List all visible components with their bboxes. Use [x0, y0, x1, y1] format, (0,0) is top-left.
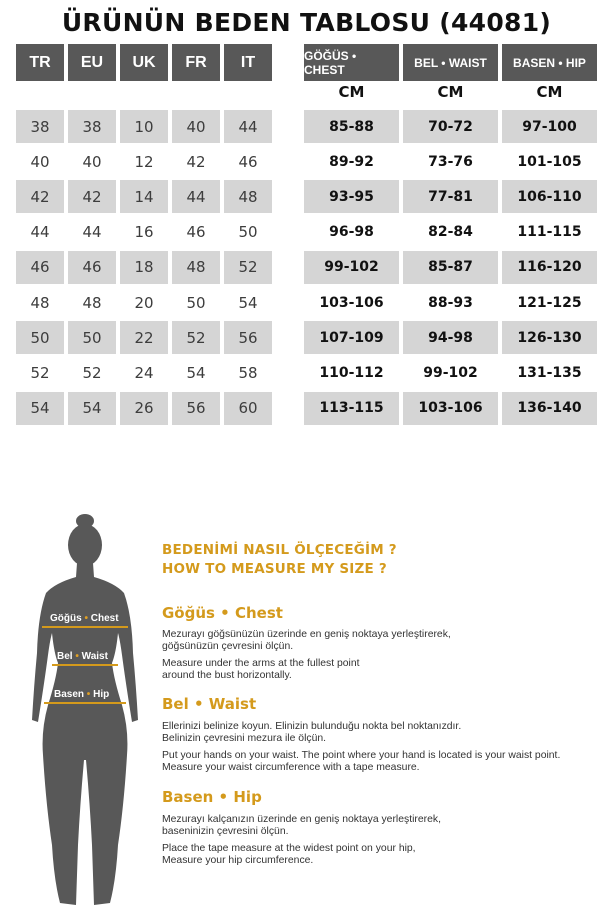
measure-header: BEL • WAIST [403, 44, 498, 81]
text-line: baseninizin çevresini ölçün. [162, 826, 289, 837]
hip-text-tr [162, 814, 602, 838]
measure-cell: 126-130 [502, 321, 597, 354]
size-cell: 56 [224, 321, 272, 354]
measure-cell: 121-125 [517, 294, 582, 311]
hip-text-en [162, 843, 602, 867]
measure-cell: 101-105 [517, 153, 582, 170]
chest-text-en [162, 658, 602, 682]
measure-cell: 113-115 [304, 392, 399, 425]
size-cell: 14 [120, 180, 168, 213]
measure-cell: 106-110 [502, 180, 597, 213]
size-cell: 16 [134, 223, 154, 242]
size-cell: 48 [224, 180, 272, 213]
text-line: Ellerinizi belinize koyun. Elinizin bulunduğu nokta bel noktanızdır. [162, 721, 462, 732]
size-cell: 50 [186, 293, 206, 312]
size-cell: 40 [82, 152, 102, 171]
measure-cell: 96-98 [329, 224, 374, 241]
text-line: Measure your waist circumference with a tape measure. [162, 762, 420, 773]
measure-cell: 85-88 [304, 110, 399, 143]
figure-label-waist-tr: Bel [57, 651, 73, 662]
measure-cell: 116-120 [502, 251, 597, 284]
size-header-tr: TR [16, 44, 64, 81]
text-line: Measure under the arms at the fullest point [162, 658, 360, 669]
figure-label-waist [57, 651, 108, 662]
size-cell: 24 [134, 363, 154, 382]
hip-section-title: Basen • Hip [162, 788, 262, 806]
size-header-eu: EU [68, 44, 116, 81]
size-cell: 40 [172, 110, 220, 143]
waist-text-en [162, 750, 602, 774]
size-cell: 48 [30, 293, 50, 312]
size-cell: 26 [120, 392, 168, 425]
size-cell: 44 [172, 180, 220, 213]
size-cell: 50 [68, 321, 116, 354]
hip-measure-line [44, 702, 126, 704]
size-header-fr: FR [172, 44, 220, 81]
measure-cell: 110-112 [319, 364, 384, 381]
measure-cell: 88-93 [428, 294, 473, 311]
size-header-uk: UK [120, 44, 168, 81]
measure-cell: 111-115 [517, 224, 582, 241]
text-line: Place the tape measure at the widest point on your hip, [162, 843, 416, 854]
measure-header: BASEN • HIP [502, 44, 597, 81]
measure-cell: 82-84 [428, 224, 473, 241]
size-cell: 46 [16, 251, 64, 284]
head [68, 524, 102, 566]
measure-cell: 97-100 [502, 110, 597, 143]
text-line: around the bust horizontally. [162, 670, 292, 681]
measure-cell: 70-72 [403, 110, 498, 143]
size-cell: 54 [16, 392, 64, 425]
size-cell: 42 [16, 180, 64, 213]
chest-section-title: Göğüs • Chest [162, 604, 283, 622]
size-cell: 48 [82, 293, 102, 312]
measure-cell: 93-95 [304, 180, 399, 213]
size-cell: 38 [68, 110, 116, 143]
measure-cell: 131-135 [517, 364, 582, 381]
size-cell: 58 [238, 363, 258, 382]
measure-cell: 73-76 [428, 153, 473, 170]
waist-text-tr [162, 721, 602, 745]
chest-text-tr [162, 629, 602, 653]
size-cell: 52 [224, 251, 272, 284]
figure-label-chest-tr: Göğüs [50, 613, 82, 624]
text-line: Mezurayı kalçanızın üzerinde en geniş noktaya yerleştirerek, [162, 814, 441, 825]
measure-cell: 85-87 [403, 251, 498, 284]
size-cell: 50 [238, 223, 258, 242]
text-line: Put your hands on your waist. The point where your hand is located is your waist point. [162, 750, 561, 761]
figure-label-chest [50, 613, 119, 624]
size-cell: 40 [30, 152, 50, 171]
size-cell: 46 [186, 223, 206, 242]
size-cell: 42 [186, 152, 206, 171]
separator-dot: • [84, 613, 88, 624]
size-cell: 20 [134, 293, 154, 312]
measure-cell: 99-102 [304, 251, 399, 284]
unit-label: CM [437, 83, 464, 101]
size-cell: 44 [224, 110, 272, 143]
size-cell: 54 [68, 392, 116, 425]
size-cell: 46 [68, 251, 116, 284]
size-cell: 48 [172, 251, 220, 284]
figure-label-hip-tr: Basen [54, 689, 85, 700]
guide-heading-tr: BEDENİMİ NASIL ÖLÇECEĞİM ? [162, 542, 397, 558]
chest-measure-line [42, 626, 128, 628]
text-line: göğsünüzün çevresini ölçün. [162, 641, 294, 652]
size-cell: 60 [224, 392, 272, 425]
size-cell: 52 [82, 363, 102, 382]
size-cell: 44 [30, 223, 50, 242]
size-header-it: IT [224, 44, 272, 81]
body-silhouette [20, 505, 150, 915]
separator-dot: • [86, 689, 91, 700]
size-cell: 50 [16, 321, 64, 354]
text-line: Measure your hip circumference. [162, 855, 314, 866]
measure-cell: 103-106 [319, 294, 384, 311]
figure-label-hip [54, 689, 109, 700]
waist-measure-line [52, 664, 118, 666]
size-cell: 54 [238, 293, 258, 312]
size-cell: 18 [120, 251, 168, 284]
unit-label: CM [338, 83, 365, 101]
text-line: Belinizin çevresini mezura ile ölçün. [162, 733, 327, 744]
unit-label: CM [536, 83, 563, 101]
measure-cell: 77-81 [403, 180, 498, 213]
measure-cell: 107-109 [304, 321, 399, 354]
measure-cell: 99-102 [423, 364, 478, 381]
size-cell: 42 [68, 180, 116, 213]
size-cell: 10 [120, 110, 168, 143]
separator-dot: • [75, 651, 79, 662]
size-cell: 12 [134, 152, 154, 171]
measure-cell: 94-98 [403, 321, 498, 354]
size-cell: 44 [82, 223, 102, 242]
measure-header: GÖĞÜS • CHEST [304, 44, 399, 81]
text-line: Mezurayı göğsünüzün üzerinde en geniş noktaya yerleştirerek, [162, 629, 451, 640]
size-cell: 56 [172, 392, 220, 425]
figure-label-chest-en: Chest [90, 613, 119, 624]
size-cell: 38 [16, 110, 64, 143]
size-cell: 46 [238, 152, 258, 171]
measure-cell: 136-140 [502, 392, 597, 425]
figure-label-hip-en: Hip [93, 689, 110, 700]
page-title: ÜRÜNÜN BEDEN TABLOSU (44081) [61, 8, 552, 37]
size-cell: 22 [120, 321, 168, 354]
measure-cell: 89-92 [329, 153, 374, 170]
size-cell: 52 [30, 363, 50, 382]
size-cell: 54 [186, 363, 206, 382]
size-cell: 52 [172, 321, 220, 354]
waist-section-title: Bel • Waist [162, 695, 257, 713]
measure-cell: 103-106 [403, 392, 498, 425]
figure-label-waist-en: Waist [81, 651, 108, 662]
guide-heading-en: HOW TO MEASURE MY SIZE ? [162, 561, 387, 577]
